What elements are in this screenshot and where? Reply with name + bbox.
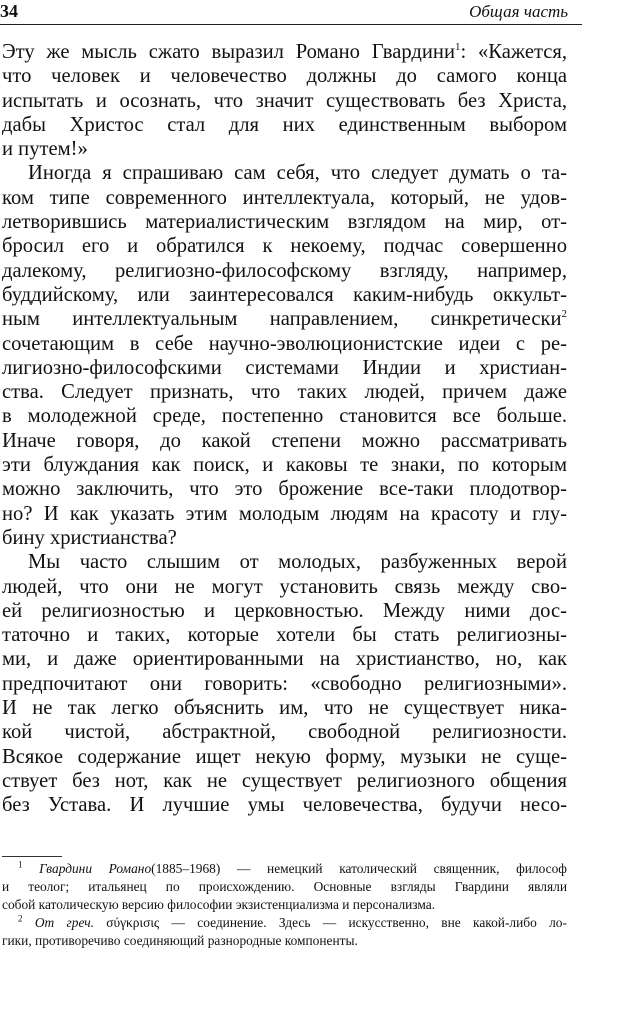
footnote-person-name: Гвардини Романо	[39, 861, 152, 876]
text-line: что человек и человечество должны до самого конца	[2, 65, 567, 88]
text-line: без Устава. И лучшие умы человечества, будучи несо-	[2, 794, 567, 817]
text-line: испытать и осознать, что значит существовать без Христа,	[2, 89, 567, 112]
text-line: ным интеллектуальным направлением, синкретически$^2$	[2, 308, 567, 331]
text-line: ми, и даже ориентированными на христианство, но, как	[2, 648, 567, 671]
text-line: ства. Следует признать, что таких людей, причем даже	[2, 381, 567, 404]
footnote-2: $^2$ От греч. σύγκρισις — соединение. Здесь — искусственно, вне какой-либо ло-	[18, 913, 567, 930]
body-text	[2, 40, 567, 818]
text-line: Эту же мысль сжато выразил Романо Гвардини$^1$: «Кажется,	[2, 41, 567, 63]
text-line: сочетающим в себе научно-эволюционистские идеи с ре-	[2, 332, 567, 355]
text-line: таточно и таких, которые хотели бы стать религиозны-	[2, 624, 567, 647]
footnote-line: и теолог; итальянец по происхождению. Основные взгляды Гвардини являли	[2, 879, 567, 894]
running-head	[0, 0, 582, 25]
footnote-line: гики, противоречиво соединяющий разнородные компоненты.	[2, 933, 358, 948]
text-line: Всякое содержание ищет некую форму, музыки не суще-	[2, 745, 567, 768]
footnote-mark: 1	[18, 859, 23, 870]
footnote-mark: 2	[18, 913, 23, 924]
footnote-divider	[2, 856, 62, 857]
text-line: далекому, религиозно-философскому взгляду, например,	[2, 259, 567, 282]
text-line: в молодежной среде, постепенно становится все больше.	[2, 405, 567, 428]
text-line: эти блуждания как поиск, и каковы те знаки, по которым	[2, 454, 567, 477]
text-line: буддийскому, или заинтересовался каким-нибудь оккульт-	[2, 283, 567, 306]
text-line: но? И как указать этим молодым людям на красоту и глу-	[2, 502, 567, 525]
paragraph-start: Иногда я спрашиваю сам себя, что следует думать о та-	[28, 162, 567, 185]
text-line: и путем!»	[2, 138, 88, 161]
text-line: предпочитают они говорить: «свободно религиозными».	[2, 672, 567, 695]
paragraph-start: Мы часто слышим от молодых, разбуженных верой	[28, 551, 567, 574]
text-line: ствует без нот, как не существует религиозного общения	[2, 769, 567, 792]
text-line: бину христианства?	[2, 526, 177, 549]
footnotes	[2, 860, 567, 950]
text-line: ей религиозностью и церковностью. Между ними дос-	[2, 599, 567, 622]
page-number: 34	[0, 1, 18, 21]
text-line: бросил его и обратился к некоему, подчас совершенно	[2, 235, 567, 258]
text-line: людей, что они не могут установить связь между сво-	[2, 575, 567, 598]
footnote-ref-2[interactable]: 2	[561, 308, 567, 321]
text-line: можно заключить, что это брожение все-таки плодотвор-	[2, 478, 567, 501]
text-line: лигиозно-философскими системами Индии и христиан-	[2, 356, 567, 379]
text-line: летворившись материалистическим взглядом на мир, от-	[2, 211, 567, 234]
footnote-ref-1[interactable]: 1	[454, 41, 461, 54]
footnote-1: $^1$ Гвардини Романо(1885–1968) — немецкий католический священник, философ	[18, 859, 567, 876]
text-line: ком типе современного интеллектуала, который, не удов-	[2, 186, 567, 209]
section-title: Общая часть	[469, 2, 568, 21]
text-line: дабы Христос стал для них единственным выбором	[2, 113, 567, 136]
text-line: кой чистой, абстрактной, свободной религиозности.	[2, 721, 567, 744]
footnote-line: собой католическую версию философии экзистенциализма и персонализма.	[2, 897, 436, 912]
text-line: И не так легко объяснить им, что не существует ника-	[2, 697, 567, 720]
text-line: Иначе говоря, до какой степени можно рассматривать	[2, 429, 567, 452]
